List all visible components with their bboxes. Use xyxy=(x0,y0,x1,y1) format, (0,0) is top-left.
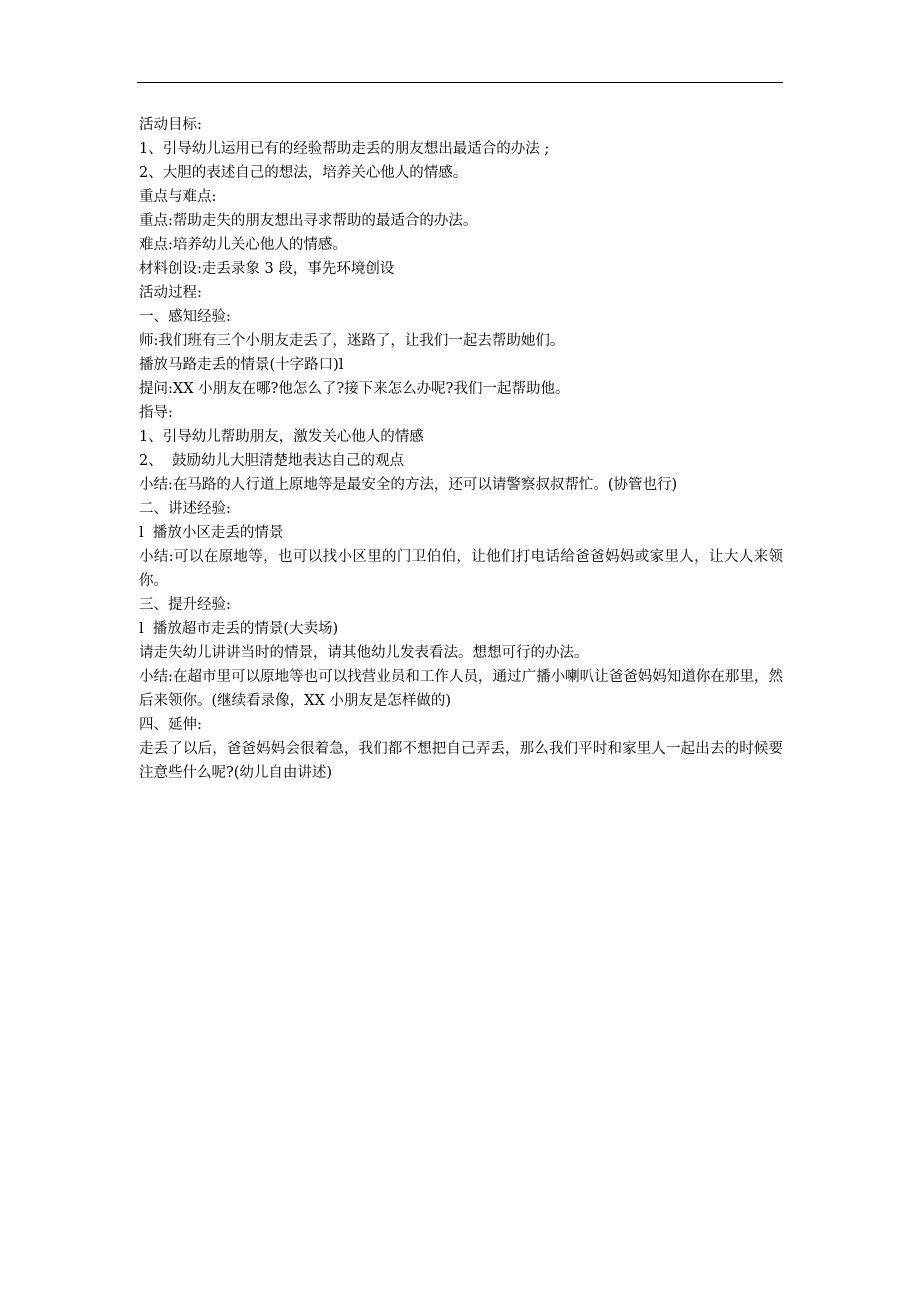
step-heading-3: 三、提升经验: xyxy=(139,597,231,613)
summary-community: 小结:可以在原地等，也可以找小区里的门卫伯伯，让他们打电话给爸爸妈妈或家里人，让大人来领你。 xyxy=(139,549,783,589)
summary-supermarket: 小结:在超市里可以原地等也可以找营业员和工作人员，通过广播小喇叭让爸爸妈妈知道你在那里，然后来领你。(继续看录像，XX 小朋友是怎样做的) xyxy=(139,669,783,709)
difficult-point: 难点:培养幼儿关心他人的情感。 xyxy=(139,237,347,253)
question: 提问:XX 小朋友在哪?他怎么了?接下来怎么办呢?我们一起帮助他。 xyxy=(139,381,570,397)
goal-item-1: 1、引导幼儿运用已有的经验帮助走丢的朋友想出最适合的办法 ; xyxy=(139,141,550,157)
guidance-item-1: 1、引导幼儿帮助朋友，激发关心他人的情感 xyxy=(139,429,424,445)
play-supermarket-scene: l 播放超市走丢的情景(大卖场) xyxy=(139,621,339,637)
section-heading-key-points: 重点与难点: xyxy=(139,189,217,205)
goal-item-2: 2、大胆的表述自己的想法，培养关心他人的情感。 xyxy=(139,165,468,181)
step-heading-1: 一、感知经验: xyxy=(139,309,231,325)
section-heading-goals: 活动目标: xyxy=(139,117,202,133)
play-road-scene: 播放马路走丢的情景(十字路口)l xyxy=(139,357,344,373)
step-heading-2: 二、讲述经验: xyxy=(139,501,231,517)
step-heading-4: 四、延伸: xyxy=(139,717,202,733)
guidance-item-2: 2、 鼓励幼儿大胆清楚地表达自己的观点 xyxy=(139,453,404,469)
discussion: 请走失幼儿讲讲当时的情景，请其他幼儿发表看法。想想可行的办法。 xyxy=(139,645,589,661)
section-heading-process: 活动过程: xyxy=(139,285,202,301)
summary-road: 小结:在马路的人行道上原地等是最安全的方法，还可以请警察叔叔帮忙。(协管也行) xyxy=(139,477,678,493)
document-body xyxy=(139,113,783,785)
materials: 材料创设:走丢录象 3 段，事先环境创设 xyxy=(139,261,395,277)
guidance-heading: 指导: xyxy=(139,405,173,421)
teacher-intro: 师:我们班有三个小朋友走丢了，迷路了，让我们一起去帮助她们。 xyxy=(139,333,565,349)
extension: 走丢了以后，爸爸妈妈会很着急，我们都不想把自己弄丢，那么我们平时和家里人一起出去的时候要注意些什么呢?(幼儿自由讲述) xyxy=(139,741,783,781)
play-community-scene: l 播放小区走丢的情景 xyxy=(139,525,284,541)
key-point: 重点:帮助走失的朋友想出寻求帮助的最适合的办法。 xyxy=(139,213,478,229)
header-rule xyxy=(137,82,783,83)
